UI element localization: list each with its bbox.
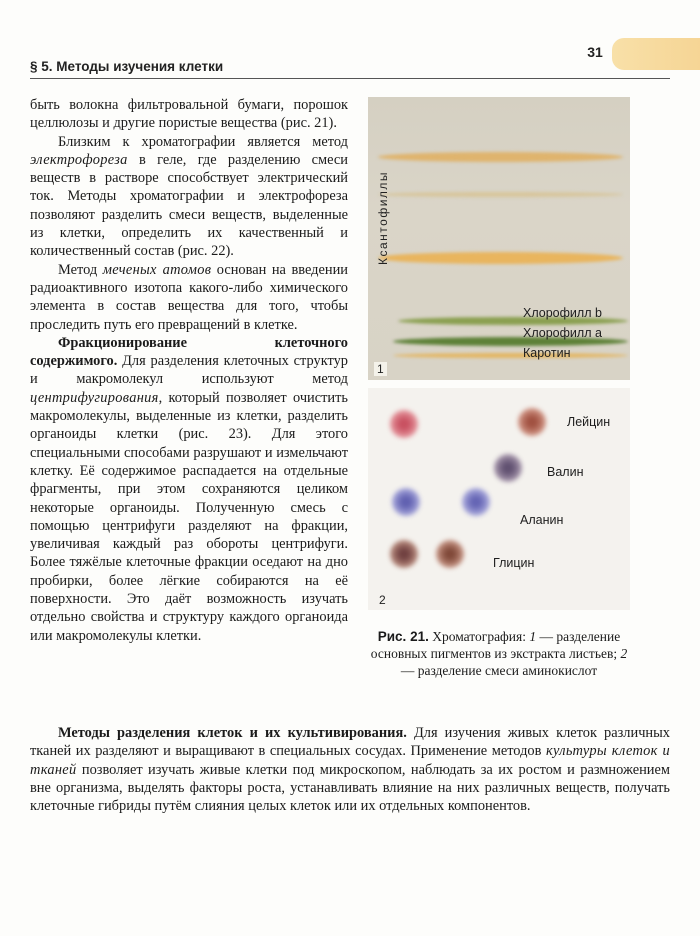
left-column-text [30, 96, 348, 645]
band-carotene [393, 353, 628, 358]
alanine-label: Аланин [520, 513, 564, 527]
spot-leucine [518, 408, 546, 436]
heading-fractionation: Фракционирование клеточного содержимого. [30, 334, 348, 370]
text-span: — разделение основных пигментов из экстракта листьев; [370, 629, 621, 661]
chlorophyll-a-label: Хлорофилл a [523, 326, 602, 340]
text-span: Для изучения живых клеток различных тканей их разделяют и выращивают в специальных сосудах. Применение методов [30, 725, 670, 760]
full-width-text [30, 724, 670, 815]
text-span: 2 [620, 646, 628, 661]
leucine-label: Лейцин [567, 415, 611, 429]
figure-2-number: 2 [379, 593, 386, 607]
text-span: — разделение смеси аминокислот [400, 663, 598, 678]
band-xanthophyll-2 [378, 192, 623, 197]
band-xanthophyll-3 [378, 252, 623, 264]
term-centrifugation: центрифугирования [30, 389, 159, 406]
term-labeled-atoms: меченых атомов [102, 261, 212, 278]
figure-caption [368, 628, 630, 679]
figure-1-number: 1 [374, 362, 387, 376]
text-span: , который позволяет очистить макромолекулы, выделенные из клетки, разделить органоиды клетки (рис. 23). Для этого специальными способами разрушают и измельчают клетку. Её содержимое распадается на отдельные фрагменты, при этом сохраняются целиком некоторые органоиды. Полученную смесь с помощью центрифуги разделяют на фракции, увеличивая каждый раз обороты центрифуги. Более тяжёлые клеточные фракции оседают на дно пробирки, более лёгкие собираются на её поверхности. Это даёт возможность изучать отдельно свойства и структуру каждого органоида или макромолекулы клетки. [30, 389, 348, 644]
spot-left-2 [392, 488, 420, 516]
text-span: Близким к хроматографии является метод [58, 133, 348, 150]
paragraph-1: быть волокна фильтровальной бумаги, порошок целлюлозы и другие пористые вещества (рис. 21). [30, 97, 348, 132]
text-span: Для разделения клеточных структур и макромолекул используют метод [30, 353, 348, 388]
spot-left-3 [390, 540, 418, 568]
xanthophyll-label: Ксантофиллы [376, 170, 390, 265]
heading-cell-culture: Методы разделения клеток и их культивирования. [58, 725, 407, 741]
paragraph-electrophoresis [30, 133, 348, 261]
paragraph-labeled-atoms [30, 261, 348, 334]
spot-alanine [462, 488, 490, 516]
header-divider [30, 78, 670, 79]
text-span: основан на введении радиоактивного изотопа какого-либо химического элемента в состав вещества для того, чтобы проследить путь его превращений в клетке. [30, 261, 348, 333]
spot-valine [494, 454, 522, 482]
spot-glycine [436, 540, 464, 568]
glycine-label: Глицин [493, 556, 535, 570]
valine-label: Валин [547, 465, 584, 479]
text-span: Метод [58, 261, 103, 278]
page-tab [612, 38, 700, 70]
term-electrophoresis: электрофореза [30, 151, 128, 168]
carotene-label: Каротин [523, 346, 571, 360]
page-number: 31 [587, 44, 603, 60]
band-xanthophyll-1 [378, 152, 623, 162]
text-span: позволяет изучать живые клетки под микроскопом, наблюдать за их ростом и размножением вне организма, выделять факторы роста, устанавливать влияние на них различных веществ, получать клеточные гибриды путём слияния целых клеток или их отдельных компонентов. [30, 761, 670, 815]
chlorophyll-b-label: Хлорофилл b [523, 306, 602, 320]
paragraph-fractionation [30, 334, 348, 645]
term-cell-culture: культуры клеток и тканей [30, 743, 670, 778]
section-title: § 5. Методы изучения клетки [30, 59, 224, 74]
spot-left-1 [390, 410, 418, 438]
caption-figure-ref: Рис. 21. [377, 629, 429, 644]
paragraph-cell-culture [30, 724, 670, 815]
page-header [0, 0, 700, 80]
text-span: Хроматография: [428, 629, 530, 644]
text-span: 1 [529, 629, 537, 644]
text-span: в геле, где разделению смеси веществ в растворе способствует электрический ток. Методы хроматографии и электрофореза позволяют разделить смеси веществ, выделенные из клетки, определить их качественный и количественный состав (рис. 22). [30, 151, 348, 260]
